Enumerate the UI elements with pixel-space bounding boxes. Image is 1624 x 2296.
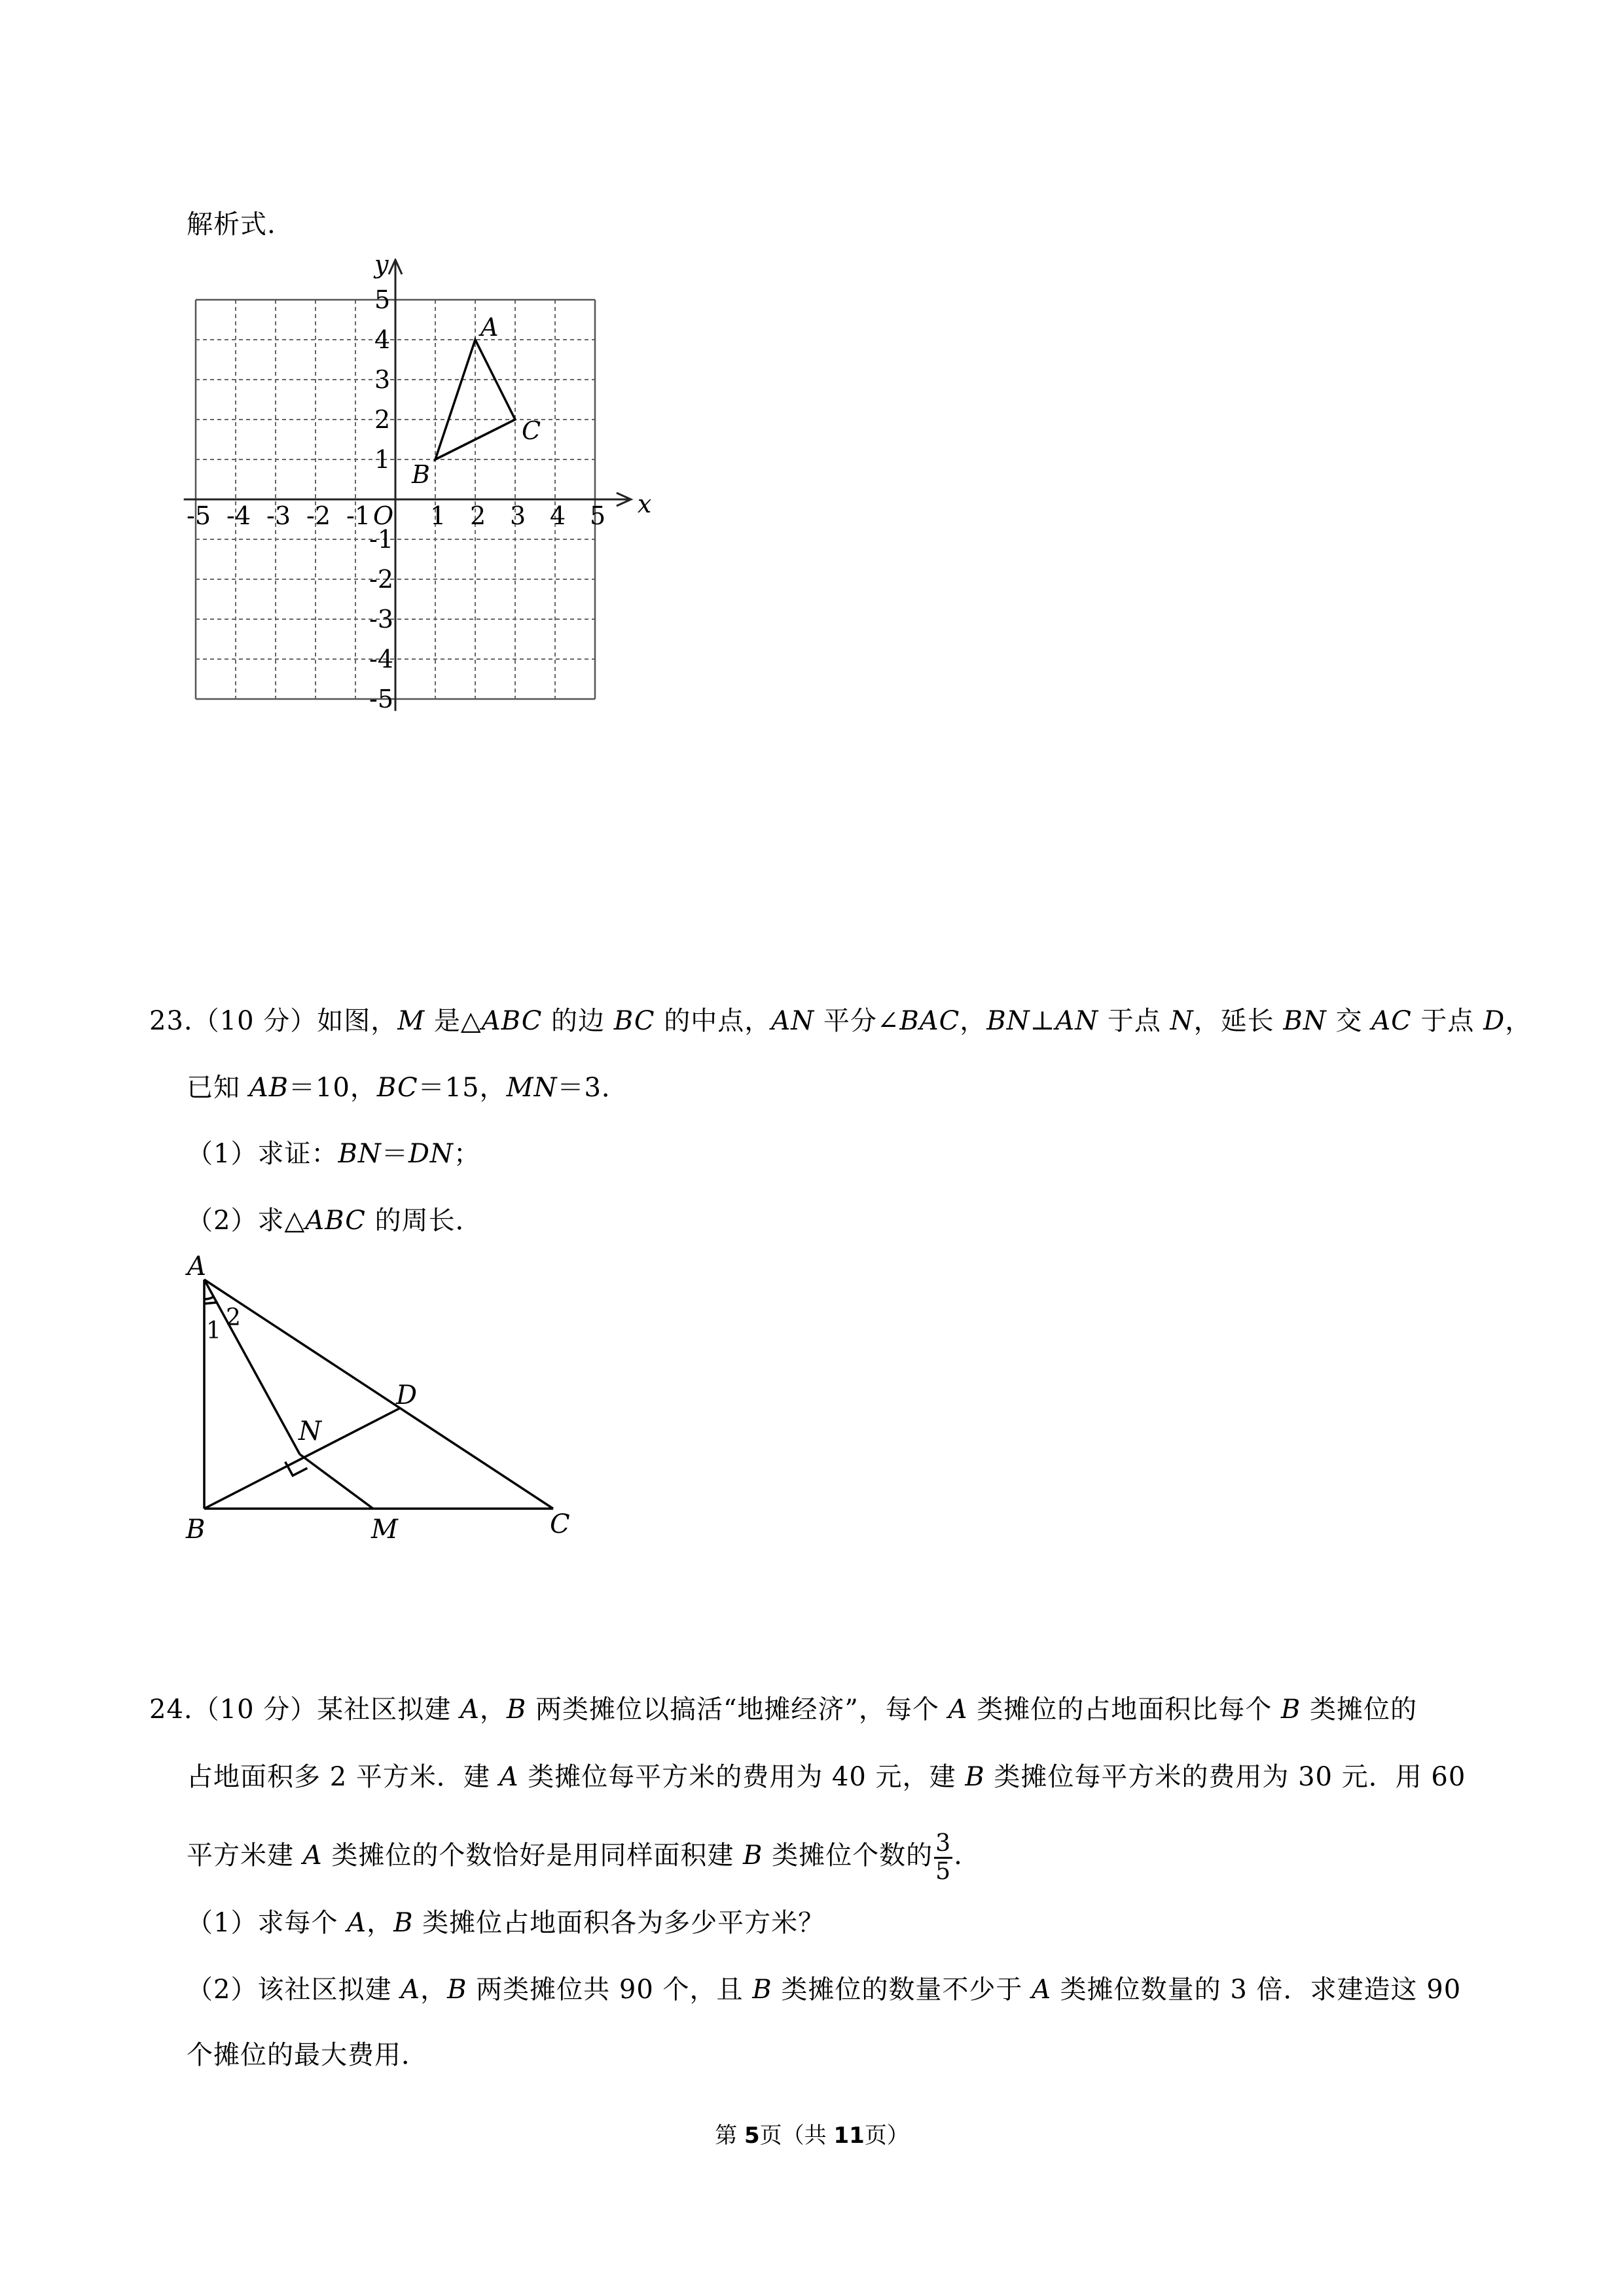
- x-tick-label: -2: [306, 501, 331, 530]
- segment-an: [204, 1280, 300, 1454]
- label-a: A: [187, 1251, 206, 1282]
- q23-line2: 已知 AB＝10，BC＝15，MN＝3．: [187, 1073, 628, 1103]
- coordinate-grid-figure: [183, 259, 655, 730]
- y-tick-label: -4: [369, 645, 394, 673]
- q24-score: （10 分）: [192, 1695, 317, 1725]
- q23-number: 23: [149, 1006, 184, 1036]
- angle-bisector-tick: [204, 1302, 217, 1304]
- q24-line1: 24.（10 分）某社区拟建 A，B 两类摊位以搞活“地摊经济”，每个 A 类摊位的占地面积比每个 B 类摊位的: [149, 1695, 1418, 1725]
- right-angle-mark: [285, 1462, 308, 1475]
- label-m: M: [371, 1515, 398, 1545]
- x-tick-label: -1: [346, 501, 371, 530]
- q23-sub1: （1）求证：BN＝DN；: [187, 1139, 480, 1169]
- origin-label: O: [373, 501, 394, 530]
- y-tick-label: -3: [369, 605, 394, 634]
- fraction-three-fifths: $\frac{3}{5}$: [935, 1829, 952, 1885]
- segment-ac: [204, 1280, 553, 1509]
- q23-line1: 23.（10 分）如图，M 是△ABC 的边 BC 的中点，AN 平分∠BAC，BN⊥AN 于点 N，延长 BN 交 AC 于点 D，: [149, 1006, 1532, 1036]
- x-tick-label: 5: [590, 501, 606, 530]
- angle-arc: [204, 1297, 213, 1299]
- page-footer: 第 5页（共 11页）: [715, 2123, 909, 2149]
- vertex-label-a: A: [480, 313, 499, 342]
- vertex-label-b: B: [412, 460, 430, 489]
- y-tick-label: 4: [374, 325, 391, 354]
- angle-1-label: 1: [206, 1318, 221, 1344]
- label-c: C: [550, 1509, 570, 1539]
- y-tick-label: 3: [374, 365, 391, 394]
- x-tick-label: 4: [550, 501, 566, 530]
- q24-sub1: （1）求每个 A，B 类摊位占地面积各为多少平方米？: [187, 1908, 825, 1938]
- vertex-label-c: C: [522, 416, 541, 445]
- y-tick-label: -1: [369, 525, 394, 554]
- angle-2-label: 2: [226, 1304, 241, 1331]
- q24-number: 24: [149, 1695, 184, 1725]
- q23-score: （10 分）: [192, 1006, 317, 1036]
- y-tick-label: -2: [369, 565, 394, 594]
- label-n: N: [298, 1416, 321, 1446]
- x-tick-label: 1: [430, 501, 446, 530]
- q24-line2: 占地面积多 2 平方米．建 A 类摊位每平方米的费用为 40 元，建 B 类摊位每平方米的费用为 30 元．用 60: [187, 1762, 1466, 1792]
- x-tick-label: -5: [187, 501, 211, 530]
- x-axis-label: x: [637, 490, 652, 518]
- x-tick-label: 3: [510, 501, 526, 530]
- x-tick-label: 2: [470, 501, 486, 530]
- q24-line3: 平方米建 A 类摊位的个数恰好是用同样面积建 B 类摊位个数的 $\frac{3}{5}$ .: [187, 1829, 963, 1885]
- x-tick-label: -4: [226, 501, 251, 530]
- y-tick-label: 1: [374, 445, 391, 474]
- triangle-figure: [177, 1244, 596, 1558]
- current-page-number: 5: [744, 2123, 760, 2149]
- y-tick-label: -5: [369, 685, 394, 713]
- y-tick-label: 5: [374, 285, 391, 314]
- segment-nm: [300, 1454, 373, 1509]
- q24-sub2-line2: 个摊位的最大费用．: [187, 2040, 428, 2070]
- x-tick-label: -3: [266, 501, 291, 530]
- y-axis-label: y: [374, 259, 389, 279]
- q23-sub2: （2）求△ABC 的周长．: [187, 1206, 482, 1236]
- q24-sub2-line1: （2）该社区拟建 A，B 两类摊位共 90 个，且 B 类摊位的数量不少于 A 类摊位数量的 3 倍．求建造这 90: [187, 1975, 1462, 2005]
- y-tick-label: 2: [374, 405, 391, 434]
- total-pages: 11: [833, 2123, 865, 2149]
- prev-question-tail: 解析式.: [187, 209, 276, 240]
- label-b: B: [186, 1515, 206, 1545]
- label-d: D: [396, 1380, 418, 1410]
